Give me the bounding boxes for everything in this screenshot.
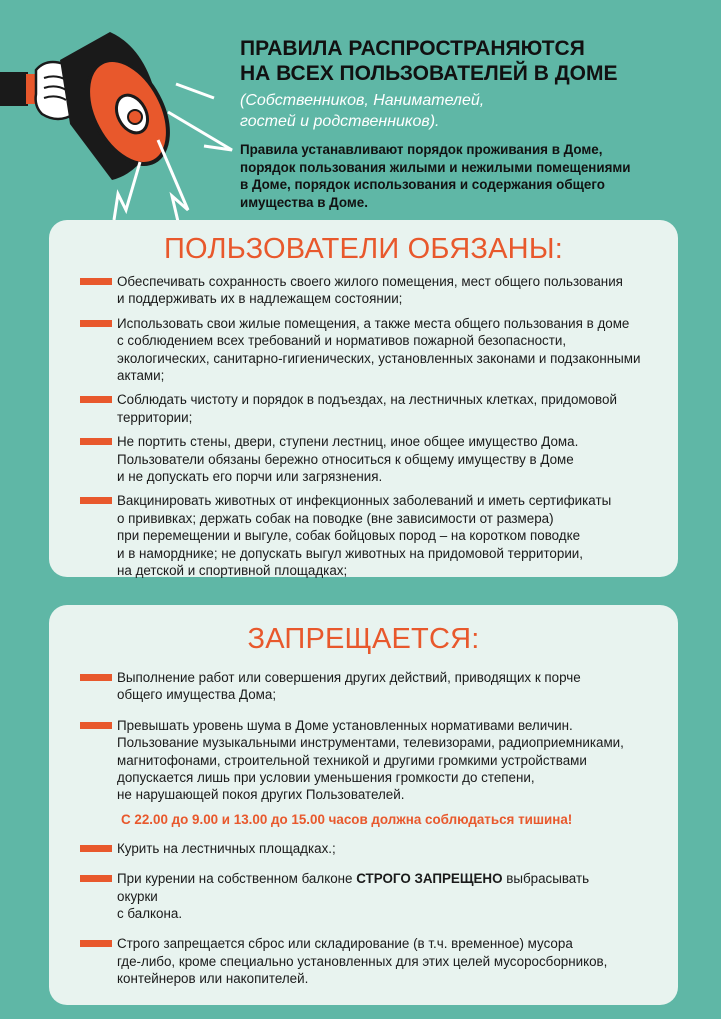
bullet-dash-icon (80, 497, 112, 504)
bullet-dash-icon (80, 845, 112, 852)
bullet-dash-icon (80, 875, 112, 882)
prohibited-list-continued (49, 840, 678, 988)
page-subtitle: (Собственников, Нанимателей, гостей и родственников). (240, 92, 485, 130)
list-item: При курении на собственном балконе СТРОГО ЗАПРЕЩЕНО выбрасывать окурки с балкона. (49, 870, 678, 922)
header (0, 0, 721, 220)
list-item: Соблюдать чистоту и порядок в подъездах, на лестничных клетках, придомовой территории; (49, 391, 678, 426)
duties-list (49, 273, 678, 580)
bullet-dash-icon (80, 674, 112, 681)
list-item: Использовать свои жилые помещения, а также места общего пользования в доме с соблюдением всех требований и нормативов пожарной безопасности, экологических, санитарно-гигиенических, установленных законами и подзаконными актами; (49, 315, 678, 385)
duties-card (49, 220, 678, 577)
bullet-dash-icon (80, 320, 112, 327)
prohibited-card (49, 605, 678, 1005)
bullet-dash-icon (80, 278, 112, 285)
silence-hours-note: С 22.00 до 9.00 и 13.00 до 15.00 часов должна соблюдаться тишина! (121, 811, 573, 827)
prohibited-title: ЗАПРЕЩАЕТСЯ: (247, 623, 480, 655)
prohibited-list (49, 669, 678, 804)
bullet-dash-icon (80, 940, 112, 947)
strictly-prohibited-emphasis: СТРОГО ЗАПРЕЩЕНО (356, 871, 503, 887)
duties-title: ПОЛЬЗОВАТЕЛИ ОБЯЗАНЫ: (164, 233, 563, 265)
list-item: Строго запрещается сброс или складирование (в т.ч. временное) мусора где-либо, кроме специально установленных для этих целей мусоросборников, контейнеров или накопителей. (49, 935, 678, 987)
bullet-dash-icon (80, 438, 112, 445)
list-item: Превышать уровень шума в Доме установленных нормативами величин. Пользование музыкальными инструментами, телевизорами, радиоприемниками, магнитофонами, строительной техникой и другими громкими устройствами допускается лишь при условии уменьшения громкости до степени, не нарушающей покоя других Пользователей. (49, 717, 678, 804)
megaphone-icon (0, 20, 240, 220)
intro-text: Правила устанавливают порядок проживания в Доме, порядок пользования жилыми и нежилыми помещениями в Доме, порядок использования и содержания общего имущества в Доме. (240, 142, 631, 210)
bullet-dash-icon (80, 396, 112, 403)
page-title: ПРАВИЛА РАСПРОСТРАНЯЮТСЯ НА ВСЕХ ПОЛЬЗОВАТЕЛЕЙ В ДОМЕ (240, 37, 618, 85)
bullet-dash-icon (80, 722, 112, 729)
list-item: Вакцинировать животных от инфекционных заболеваний и иметь сертификаты о прививках; держать собак на поводке (вне зависимости от размера) при перемещении и выгуле, собак бойцовых пород – на коротком поводке и в наморднике; не допускать выгул животных на придомовой территории, на детской и спортивной площадках; (49, 492, 678, 579)
list-item: Выполнение работ или совершения других действий, приводящих к порче общего имущества Дома; (49, 669, 678, 704)
list-item: Не портить стены, двери, ступени лестниц, иное общее имущество Дома. Пользователи обязаны бережно относиться к общему имуществу в Доме и не допускать его порчи или загрязнения. (49, 433, 678, 485)
list-item: Курить на лестничных площадках.; (49, 840, 678, 857)
list-item: Обеспечивать сохранность своего жилого помещения, мест общего пользования и поддерживать их в надлежащем состоянии; (49, 273, 678, 308)
